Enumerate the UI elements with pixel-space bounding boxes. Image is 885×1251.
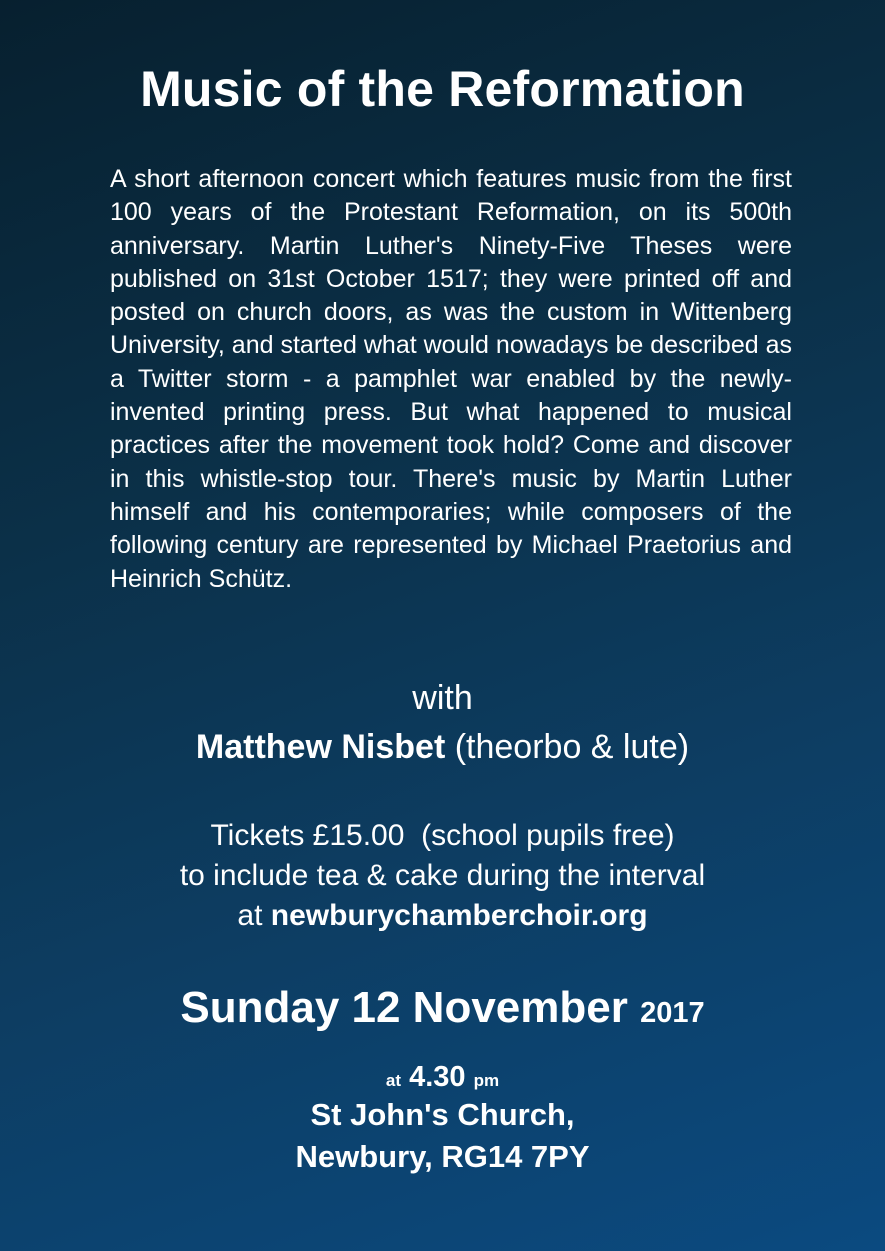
ticket-info: [0, 816, 885, 936]
website-link[interactable]: newburychamberchoir.org: [270, 899, 648, 932]
ticket-price: Tickets £15.00 (school pupils free): [210, 819, 675, 852]
ticket-website-line: [0, 896, 885, 936]
ticket-includes: to include tea & cake during the interval: [179, 859, 706, 892]
venue-address: Newbury, RG14 7PY: [295, 1139, 590, 1174]
concert-description: A short afternoon concert which features music from the first 100 years of the Protestant Reformation, on its 500th anniversary. Martin Luther's Ninety-Five Theses were published on 31st October 1517; they were printed off and posted on church doors, as was the custom in Wittenberg University, and started what would nowadays be described as a Twitter storm - a pamphlet war enabled by the newly-invented printing press. But what happened to musical practices after the movement took hold? Come and discover in this whistle-stop tour. There's music by Martin Luther himself and his contemporaries; while composers of the following century are represented by Michael Praetorius and Heinrich Schütz.: [110, 165, 792, 593]
time-value: 4.30: [409, 1061, 466, 1093]
concert-date: [0, 980, 885, 1041]
time-at-label: at: [385, 1071, 402, 1090]
poster-title: Music of the Reformation: [140, 61, 745, 117]
date-day: Sunday 12 November: [180, 983, 628, 1032]
performer-name: Matthew Nisbet: [195, 728, 446, 766]
venue-name: St John's Church,: [310, 1097, 575, 1132]
website-at-label: at: [237, 899, 263, 932]
concert-venue: [0, 1094, 885, 1178]
performer-line: [0, 725, 885, 769]
date-year: 2017: [640, 997, 705, 1029]
with-label: with: [412, 679, 473, 717]
time-period: pm: [473, 1071, 500, 1090]
performer-instruments: (theorbo & lute): [454, 728, 690, 766]
